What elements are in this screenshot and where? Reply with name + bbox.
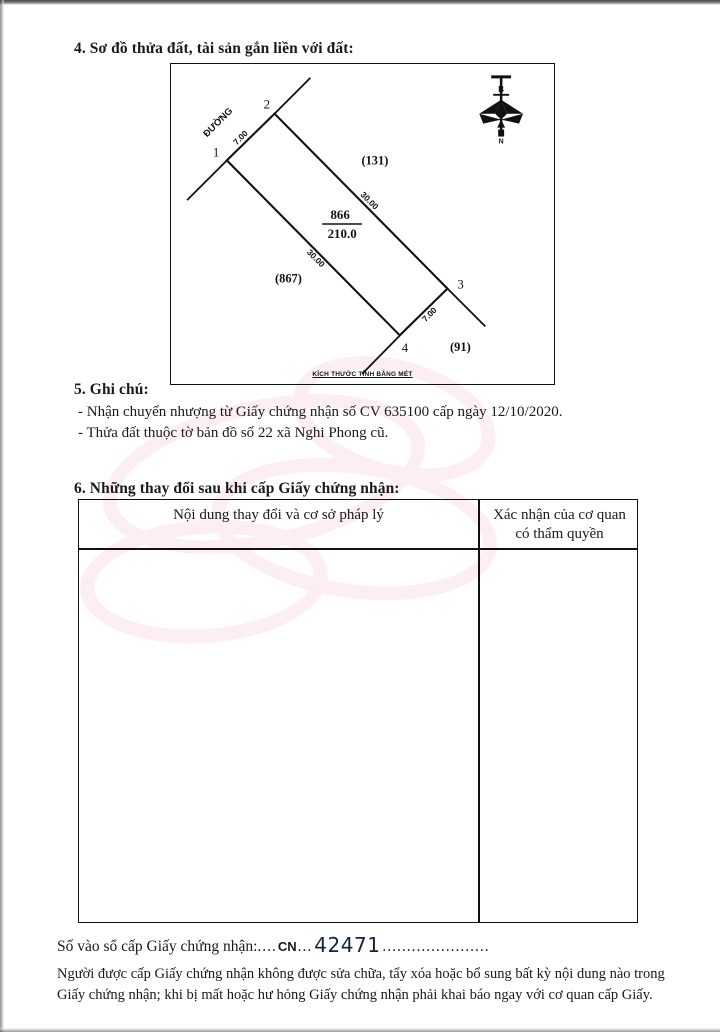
neighbor-parcel-south-east: (91) bbox=[450, 340, 471, 355]
table-column-divider bbox=[478, 500, 480, 922]
scan-edge-top bbox=[0, 0, 720, 5]
parcel-diagram bbox=[170, 63, 555, 385]
section-4-heading: 4. Sơ đồ thửa đất, tài sản gắn liền với đất: bbox=[74, 40, 354, 57]
road-line-top bbox=[264, 78, 311, 125]
edge-dimension-upper-right: 30.00 bbox=[358, 189, 381, 212]
neighbor-parcel-south-west: (867) bbox=[275, 271, 302, 286]
serial-prefix: CN bbox=[277, 939, 297, 954]
compass-rose bbox=[479, 76, 523, 146]
neighbor-parcel-north-east: (131) bbox=[361, 153, 389, 168]
compass-north-label: B bbox=[498, 84, 505, 94]
serial-label: Số vào sổ cấp Giấy chứng nhận: bbox=[57, 938, 258, 955]
parcel-area: 210.0 bbox=[327, 225, 357, 241]
table-header-authority-line-2: có thẩm quyền bbox=[515, 526, 604, 542]
section-5-heading: 5. Ghi chú: bbox=[74, 381, 149, 398]
edge-dimension-top-left: 7.00 bbox=[231, 128, 250, 147]
changes-table bbox=[78, 499, 638, 923]
corner-label-3: 3 bbox=[457, 276, 464, 292]
serial-number-handwritten: 42471 bbox=[314, 933, 381, 957]
road-label: ĐƯỜNG bbox=[201, 105, 236, 140]
edge-dimension-lower-left: 30.00 bbox=[304, 247, 327, 270]
corner-label-4: 4 bbox=[401, 340, 409, 356]
scan-edge-bottom bbox=[0, 1028, 720, 1032]
notice-line-1: Người được cấp Giấy chứng nhận không được sửa chữa, tẩy xóa hoặc bổ sung bất kỳ nội dung nào trong bbox=[57, 966, 665, 982]
table-header-authority-line-1: Xác nhận của cơ quan bbox=[493, 507, 626, 523]
serial-dots-after: ...................... bbox=[382, 938, 490, 955]
table-header-rule bbox=[79, 548, 637, 550]
scan-edge-left bbox=[0, 0, 4, 1032]
certificate-serial-row bbox=[57, 932, 490, 956]
parcel-number: 866 bbox=[330, 207, 350, 223]
corner-label-1: 1 bbox=[212, 144, 220, 160]
corner-label-2: 2 bbox=[263, 96, 271, 112]
table-header-content-changes: Nội dung thay đổi và cơ sở pháp lý bbox=[173, 507, 384, 523]
diagram-caption: KÍCH THƯỚC TÍNH BẰNG MÉT bbox=[312, 371, 413, 378]
serial-dots-before: .... bbox=[257, 938, 277, 955]
note-line: - Nhận chuyển nhượng từ Giấy chứng nhận số CV 635100 cấp ngày 12/10/2020. bbox=[78, 404, 563, 420]
serial-dots-mid: ... bbox=[297, 938, 313, 955]
parcel-diagram-svg bbox=[171, 64, 554, 384]
note-line: - Thửa đất thuộc tờ bản đồ số 22 xã Nghi Phong cũ. bbox=[78, 425, 389, 441]
table-header-authority-confirmation bbox=[480, 506, 639, 544]
notice-line-2: Giấy chứng nhận; khi bị mất hoặc hư hỏng Giấy chứng nhận phải khai báo ngay với cơ quan cấp Giấy. bbox=[57, 987, 653, 1003]
compass-south-label: N bbox=[498, 138, 504, 146]
section-6-heading: 6. Những thay đổi sau khi cấp Giấy chứng nhận: bbox=[74, 480, 400, 497]
edge-dimension-bottom-right: 7.00 bbox=[419, 305, 439, 324]
